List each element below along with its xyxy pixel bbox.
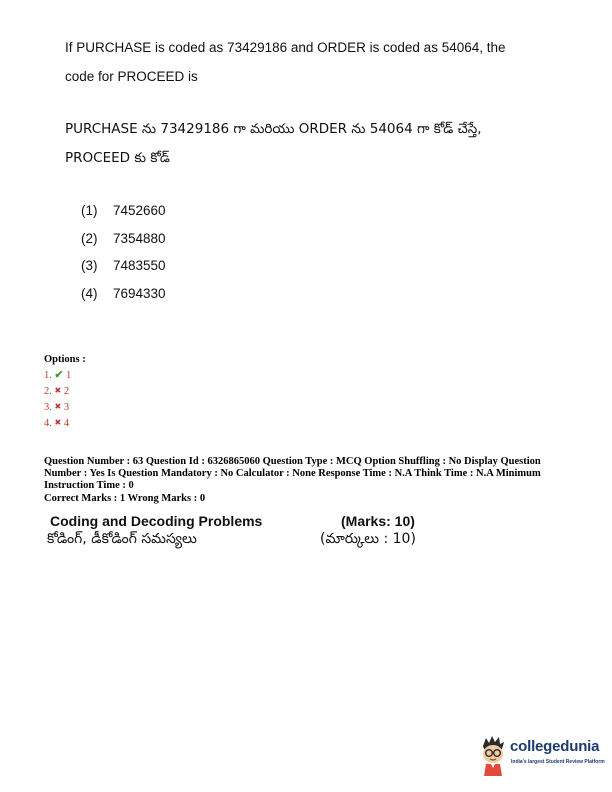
options-block [44, 354, 86, 432]
question-telugu-line1: PURCHASE ను 73429186 గా మరియు ORDER ను 54064 గా కోడ్ చేస్తే, [65, 121, 482, 137]
check-icon: ✔ [54, 370, 64, 381]
answer-choice: (1) 7452660 [81, 203, 166, 218]
answer-choice: (3) 7483550 [81, 258, 166, 273]
options-title: Options : [44, 354, 86, 365]
section-title-english: Coding and Decoding Problems [50, 513, 263, 529]
answer-choices [81, 197, 166, 307]
question-telugu [65, 115, 545, 173]
cross-icon: ✖ [54, 386, 62, 395]
answer-choice: (2) 7354880 [81, 230, 166, 246]
option-row-wrong: 2. ✖ 2 [44, 386, 70, 397]
student-mascot-icon [478, 734, 508, 776]
question-telugu-line2: PROCEED కు కోడ్ [65, 150, 170, 166]
option-row-correct: 1. ✔ 1 [44, 370, 72, 381]
option-row-wrong: 3. ✖ 3 [44, 402, 70, 413]
section-marks-english: (Marks: 10) [341, 513, 415, 529]
question-marks: Correct Marks : 1 Wrong Marks : 0 [44, 493, 206, 504]
logo-tagline: India's largest Student Review Platform [511, 759, 605, 765]
logo-name: collegedunia [510, 738, 600, 755]
collegedunia-logo [478, 734, 608, 778]
cross-icon: ✖ [54, 402, 62, 411]
answer-choice: (4) 7694330 [81, 285, 166, 301]
option-row-wrong: 4. ✖ 4 [44, 418, 70, 429]
question-english-line1: If PURCHASE is coded as 73429186 and ORDER is coded as 54064, the [65, 40, 506, 55]
section-title-telugu: కోడింగ్, డీకోడింగ్ సమస్యలు [47, 531, 197, 547]
section-marks-telugu: (మార్కులు : 10) [320, 531, 416, 547]
question-english-line2: code for PROCEED is [65, 69, 198, 84]
cross-icon: ✖ [54, 418, 62, 427]
question-meta: Question Number : 63 Question Id : 6326865060 Question Type : MCQ Option Shuffling : No Display Question Number : Yes Is Question Mandatory : No Calculator : None Response Time : N.A Think Time : N.A Minimum Instruction Time : 0 [44, 456, 541, 491]
question-english [65, 33, 545, 91]
